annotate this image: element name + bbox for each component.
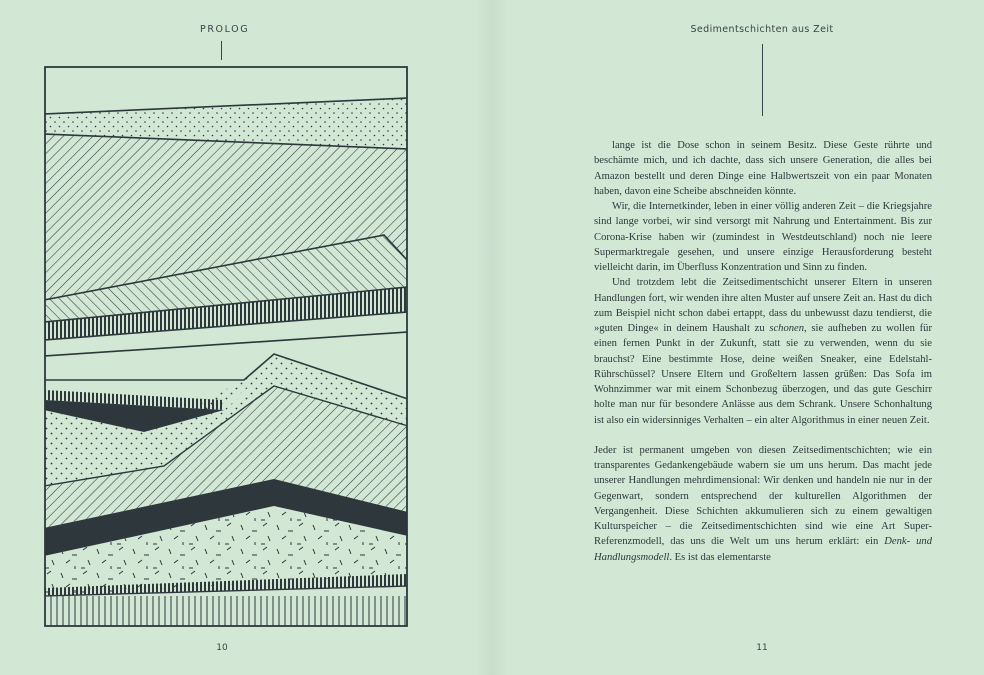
paragraph-text: Und trotzdem lebt die Zeitsedimentschicht unserer Eltern in unseren Handlungen fort, wir wenden ihre alten Muster auf unsere Zeit an. Hast du dich zum Beispiel nicht schon dabei ertappt, dass du unbewusst dazu tendierst, die »guten Dinge« in deinem Haushalt zu: [594, 277, 932, 334]
body-text: [594, 138, 932, 565]
paragraph-text: , sie aufheben zu wollen für einen fernen Punkt in der Zukunft, statt sie zu verwenden, wenn du sie brauchst? Eine bestimmte Hose, deine weißen Sneaker, eine Edelstahl-Rührschüssel? Unsere Eltern und Großeltern lassen grüßen: Das Sofa im Wohnzimmer war mit einem Schonbezug überzogen, und das gute Geschirr holte man nur für besondere Anlässe aus dem Schrank. Unsere Schonhaltung ist also ein widersinniges Verhalten – ein alter Algorithmus in einer neuen Zeit.: [594, 323, 932, 426]
page-number-right: 11: [756, 643, 768, 653]
running-head-right: Sedimentschichten aus Zeit: [690, 24, 834, 35]
running-head-rule-right: [762, 44, 763, 116]
page-number-left: 10: [216, 643, 228, 653]
paragraph: [594, 138, 932, 199]
sediment-layers-illustration: [44, 66, 408, 627]
paragraph: [594, 275, 932, 428]
paragraph-text: . Es ist das elementarste: [669, 551, 771, 563]
paragraph-text: lange ist die Dose schon in seinem Besitz. Diese Geste rührte und beschämte mich, und ich dachte, dass sich unsere Generation, die alles bei Amazon bestellt und deren Dinge eine Halbwertszeit von ein paar Monaten haben, davon eine Scheibe abschneiden könnte.: [594, 140, 932, 197]
running-head-rule-left: [221, 41, 222, 60]
paragraph: [594, 443, 932, 565]
emphasis-text: Denk- und Handlungsmodell: [594, 536, 932, 563]
paragraph-text: Jeder ist permanent umgeben von diesen Zeitsedimentschichten; wie ein transparentes Gedankengebäude wabern sie um uns herum. Das macht jede unserer Handlungen mehrdimensional: Wir denken und handeln nie nur in der Gegenwart, sondern entsprechend der kulturellen Algorithmen der Vergangenheit. Diese Schichten akkumulieren sich zu einem gewaltigen Kulturspeicher – die Zeitsedimentschichten sind wie eine Art Super-Referenzmodell, das uns die Welt um uns herum erklärt: ein: [594, 444, 932, 548]
paragraph: [594, 199, 932, 275]
right-page: [492, 0, 984, 675]
emphasis-text: schonen: [769, 323, 805, 334]
running-head-left: PROLOG: [200, 24, 250, 35]
paragraph-text: Wir, die Internetkinder, leben in einer völlig anderen Zeit – die Kriegsjahre sind lange vorbei, wir sind versorgt mit Nahrung und Entertainment. Bis zur Corona-Krise haben wir (zumindest in Westdeutschland) noch nie leere Supermarktregale gesehen, und unsere einzige Herausforderung besteht vielleicht darin, im Überfluss Konzentration und Sinn zu finden.: [594, 201, 932, 273]
